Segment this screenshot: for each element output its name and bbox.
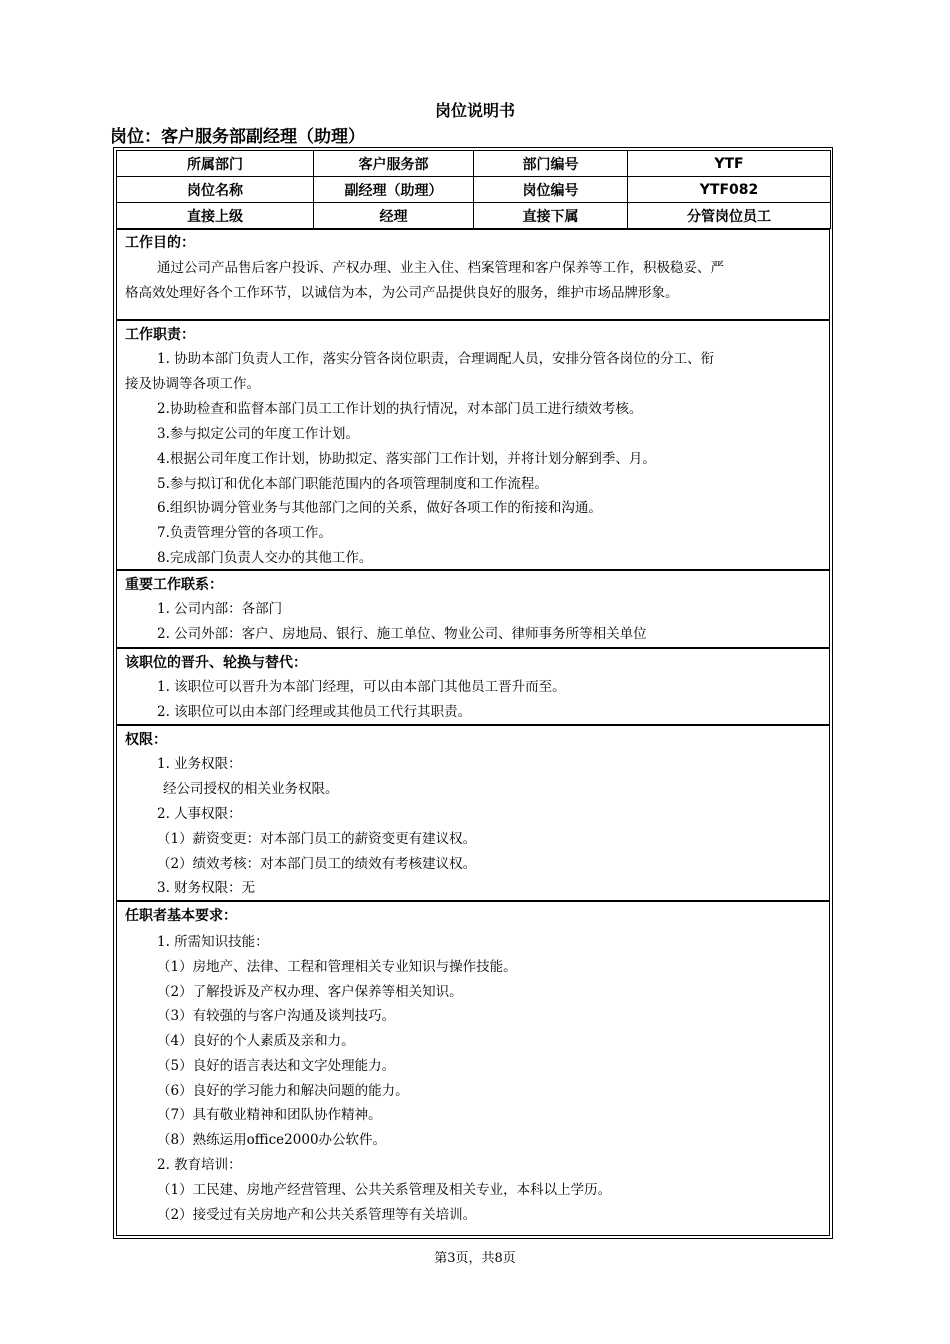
text-line: 3. 财务权限：无 [157,880,256,896]
label-position-code: 岗位编号 [474,177,628,203]
text-line: （6）良好的学习能力和解决问题的能力。 [157,1083,409,1099]
text-line: （1）房地产、法律、工程和管理相关专业知识与操作技能。 [157,959,517,975]
text-line: 2. 公司外部：客户、房地局、银行、施工单位、物业公司、律师事务所等相关单位 [157,626,647,642]
text-line: 1. 公司内部：各部门 [157,601,283,617]
text-line: 格高效处理好各个工作环节，以诚信为本，为公司产品提供良好的服务，维护市场品牌形象。 [125,285,679,301]
value-position-name: 副经理（助理） [314,177,474,203]
position-line: 岗位：客户服务部副经理（助理） [110,127,365,147]
text-line: （4）良好的个人素质及亲和力。 [157,1033,355,1049]
text-line: （2）绩效考核：对本部门员工的绩效有考核建议权。 [157,856,477,872]
text-line: 5.参与拟订和优化本部门职能范围内的各项管理制度和工作流程。 [157,476,548,492]
text-line: （1）薪资变更：对本部门员工的薪资变更有建议权。 [157,831,477,847]
header-table [116,150,831,229]
text-line: 6.组织协调分管业务与其他部门之间的关系，做好各项工作的衔接和沟通。 [157,500,602,516]
text-line: 2. 教育培训： [157,1157,242,1173]
value-supervisor: 经理 [314,203,474,229]
text-line: （8）熟练运用office2000办公软件。 [157,1132,387,1148]
section-title: 工作职责： [125,327,195,343]
section-purpose [116,229,830,320]
section-requirements [116,901,830,1236]
section-contacts [116,570,830,648]
document-title: 岗位说明书 [434,101,515,120]
text-line: 接及协调等各项工作。 [125,376,260,392]
value-department: 客户服务部 [314,151,474,177]
section-title: 重要工作联系： [125,577,223,593]
text-line: （5）良好的语言表达和文字处理能力。 [157,1058,396,1074]
section-duties [116,320,830,570]
label-supervisor: 直接上级 [117,203,314,229]
page-number: 第3页，共8页 [434,1251,516,1266]
label-department-code: 部门编号 [474,151,628,177]
table-row [117,203,831,229]
text-line: （3）有较强的与客户沟通及谈判技巧。 [157,1008,396,1024]
text-line: 1. 所需知识技能： [157,934,269,950]
text-line: 1. 业务权限： [157,756,242,772]
text-line: 7.负责管理分管的各项工作。 [157,525,332,541]
text-line: （2）了解投诉及产权办理、客户保养等相关知识。 [157,984,463,1000]
text-line: 2. 人事权限： [157,806,242,822]
table-row [117,151,831,177]
section-title: 该职位的晋升、轮换与替代： [125,655,307,671]
section-title: 权限： [125,732,167,748]
text-line: 2.协助检查和监督本部门员工工作计划的执行情况，对本部门员工进行绩效考核。 [157,401,643,417]
value-position-code: YTF082 [628,177,831,203]
text-line: 3.参与拟定公司的年度工作计划。 [157,426,359,442]
text-line: 2. 该职位可以由本部门经理或其他员工代行其职责。 [157,704,472,720]
label-department: 所属部门 [117,151,314,177]
table-row [117,177,831,203]
label-subordinates: 直接下属 [474,203,628,229]
text-line: 4.根据公司年度工作计划，协助拟定、落实部门工作计划，并将计划分解到季、月。 [157,451,656,467]
text-line: （2）接受过有关房地产和公共关系管理等有关培训。 [157,1207,477,1223]
text-line: （7）具有敬业精神和团队协作精神。 [157,1107,382,1123]
section-promotion [116,648,830,725]
section-authority [116,725,830,901]
text-line: 通过公司产品售后客户投诉、产权办理、业主入住、档案管理和客户保养等工作，积极稳妥、严 [157,260,724,276]
section-title: 工作目的： [125,235,195,251]
value-department-code: YTF [628,151,831,177]
label-position-name: 岗位名称 [117,177,314,203]
text-line: 经公司授权的相关业务权限。 [163,781,339,797]
text-line: （1）工民建、房地产经营管理、公共关系管理及相关专业，本科以上学历。 [157,1182,612,1198]
text-line: 1. 协助本部门负责人工作，落实分管各岗位职责，合理调配人员，安排分管各岗位的分工、衔 [157,351,715,367]
text-line: 8.完成部门负责人交办的其他工作。 [157,550,373,566]
text-line: 1. 该职位可以晋升为本部门经理，可以由本部门其他员工晋升而至。 [157,679,566,695]
section-title: 任职者基本要求： [125,908,237,924]
value-subordinates: 分管岗位员工 [628,203,831,229]
